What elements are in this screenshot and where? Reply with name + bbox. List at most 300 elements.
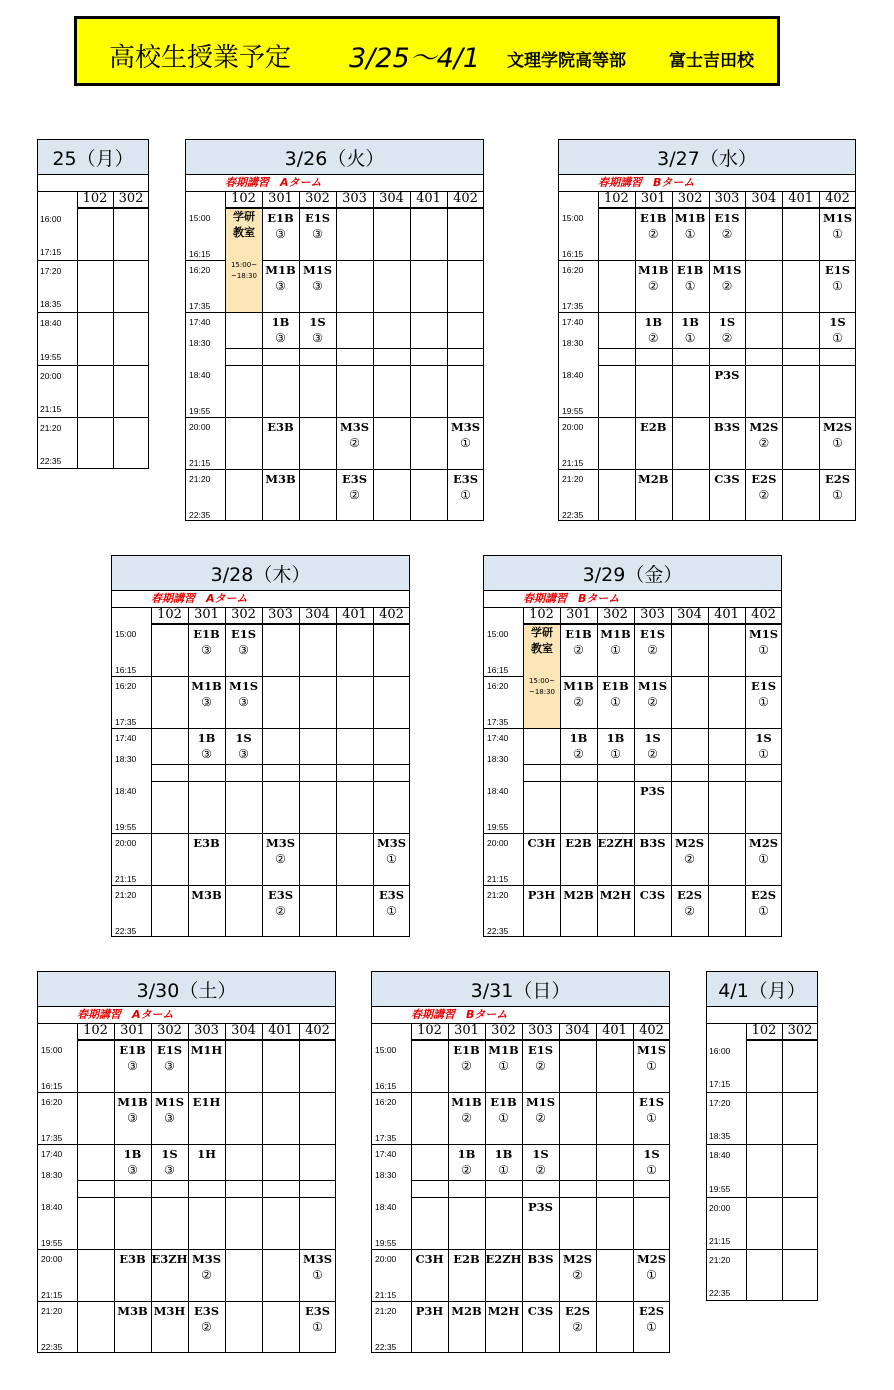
class-cell bbox=[597, 730, 634, 762]
class-code: E3S bbox=[193, 1303, 220, 1318]
class-cell bbox=[262, 262, 299, 294]
class-code: M2S bbox=[674, 835, 705, 850]
session-number: ① bbox=[498, 1111, 509, 1126]
row-divider bbox=[185, 417, 484, 418]
date-range: 3/25〜4/1 bbox=[349, 43, 481, 74]
divider bbox=[523, 624, 782, 625]
class-cell bbox=[262, 314, 299, 346]
gakken-time-end: ~18:30 bbox=[230, 272, 258, 281]
class-cell bbox=[188, 835, 225, 851]
row-divider bbox=[558, 469, 856, 470]
class-cell bbox=[597, 678, 634, 710]
day-block-d401 bbox=[706, 971, 818, 1301]
time-start: 15:00 bbox=[115, 629, 137, 639]
time-end: 19:55 bbox=[40, 351, 62, 362]
time-start: 21:20 bbox=[375, 1305, 397, 1316]
time-end: 21:15 bbox=[562, 457, 584, 468]
time-start: 17:40 bbox=[189, 317, 211, 328]
room-label-304: 304 bbox=[231, 1023, 256, 1038]
time-start: 21:20 bbox=[487, 889, 509, 900]
room-label-402: 402 bbox=[305, 1023, 330, 1038]
class-code: E2S bbox=[638, 1303, 665, 1318]
class-code: E1S bbox=[825, 263, 851, 278]
session-number: ① bbox=[646, 1267, 657, 1282]
session-number: ② bbox=[349, 435, 360, 450]
class-code: M1B bbox=[191, 679, 222, 694]
row-divider bbox=[111, 728, 410, 729]
session-number: ② bbox=[721, 227, 733, 241]
divider bbox=[598, 208, 856, 209]
class-code: M2S bbox=[749, 419, 779, 434]
session-number: ③ bbox=[127, 1163, 138, 1178]
class-cell bbox=[151, 1094, 188, 1126]
session-number: ② bbox=[535, 1059, 546, 1073]
time-start: 16:20 bbox=[375, 1097, 397, 1108]
row-divider bbox=[185, 312, 484, 313]
time-end: 21:15 bbox=[709, 1235, 731, 1246]
session-number: ② bbox=[721, 331, 733, 346]
divider bbox=[151, 623, 410, 624]
session-number: ① bbox=[832, 331, 843, 346]
session-number: ② bbox=[573, 643, 584, 657]
term-label: 春期講習 Aターム bbox=[151, 592, 248, 605]
class-code: E1S bbox=[230, 627, 257, 641]
time-start: 18:40 bbox=[375, 1201, 397, 1212]
gakken-classroom-block bbox=[524, 625, 560, 728]
class-code: M2B bbox=[638, 471, 669, 486]
class-cell bbox=[114, 1251, 151, 1267]
session-number: ② bbox=[461, 1059, 472, 1073]
time-end: 21:15 bbox=[189, 457, 211, 468]
class-code: M2B bbox=[451, 1303, 482, 1318]
class-code: E3S bbox=[304, 1303, 331, 1318]
gakken-line-2: 教室 bbox=[531, 642, 553, 655]
time-start: 17:40 bbox=[487, 733, 509, 744]
class-cell bbox=[745, 835, 782, 867]
day-title: 3/27（水） bbox=[558, 139, 856, 175]
column-divider bbox=[746, 1023, 747, 1301]
time-start: 16:20 bbox=[487, 681, 509, 692]
class-code: 1H bbox=[197, 1147, 216, 1162]
class-code: E3S bbox=[452, 471, 479, 486]
time-end: 21:15 bbox=[487, 873, 509, 884]
session-number: ③ bbox=[275, 331, 286, 346]
row-divider bbox=[37, 1144, 336, 1145]
session-number: ③ bbox=[127, 1059, 138, 1073]
row-divider bbox=[225, 365, 484, 366]
class-code: E3S bbox=[378, 887, 405, 902]
gakken-time-start: 15:00~ bbox=[230, 261, 258, 270]
class-cell bbox=[522, 1251, 559, 1267]
class-cell bbox=[188, 1094, 225, 1110]
class-cell bbox=[745, 887, 782, 919]
class-cell bbox=[299, 210, 336, 242]
row-divider bbox=[706, 1249, 818, 1250]
time-start: 15:00 bbox=[487, 629, 509, 639]
class-cell bbox=[672, 210, 709, 242]
session-number: ① bbox=[684, 331, 696, 346]
session-number: ② bbox=[201, 1267, 212, 1282]
day-title: 3/31（日） bbox=[371, 971, 670, 1007]
room-label-401: 401 bbox=[342, 607, 367, 622]
time-start: 16:20 bbox=[41, 1097, 63, 1108]
room-label-302: 302 bbox=[677, 191, 703, 206]
column-divider bbox=[225, 1023, 226, 1353]
class-cell bbox=[373, 887, 410, 919]
class-cell bbox=[634, 626, 671, 658]
row-divider bbox=[558, 260, 856, 261]
class-cell bbox=[188, 1251, 225, 1283]
session-number: ③ bbox=[275, 227, 286, 241]
row-divider bbox=[37, 312, 149, 313]
time-end: 17:35 bbox=[115, 717, 137, 728]
class-cell bbox=[448, 1042, 485, 1074]
time-end: 16:15 bbox=[487, 665, 509, 676]
room-label-102: 102 bbox=[529, 607, 554, 622]
class-code: P3H bbox=[527, 887, 556, 902]
room-label-402: 402 bbox=[379, 607, 404, 622]
gakken-spacer bbox=[524, 657, 560, 676]
time-end: 16:15 bbox=[562, 249, 584, 260]
time-end: 17:35 bbox=[41, 1133, 63, 1144]
session-number: ③ bbox=[312, 331, 323, 346]
class-cell bbox=[411, 1303, 448, 1319]
class-code: M3B bbox=[265, 471, 296, 486]
class-cell bbox=[188, 1303, 225, 1335]
class-cell bbox=[448, 1251, 485, 1267]
class-cell bbox=[448, 1146, 485, 1178]
session-number: ② bbox=[647, 227, 659, 241]
session-number: ① bbox=[758, 747, 769, 762]
class-cell bbox=[188, 887, 225, 903]
time-start: 20:00 bbox=[115, 837, 137, 848]
time-start: 18:40 bbox=[41, 1201, 63, 1212]
row-divider bbox=[37, 260, 149, 261]
class-cell bbox=[634, 887, 671, 903]
session-number: ② bbox=[535, 1111, 546, 1126]
class-cell bbox=[634, 783, 671, 799]
class-cell bbox=[597, 887, 634, 903]
class-code: 1B bbox=[494, 1147, 513, 1162]
class-cell bbox=[559, 1303, 596, 1335]
class-cell bbox=[597, 626, 634, 658]
row-divider bbox=[483, 728, 782, 729]
class-code: 1B bbox=[197, 731, 216, 746]
time-end: 16:15 bbox=[41, 1081, 63, 1092]
time-start: 17:20 bbox=[709, 1098, 731, 1109]
class-cell bbox=[745, 471, 782, 503]
class-cell bbox=[114, 1042, 151, 1074]
session-number: ③ bbox=[127, 1111, 138, 1126]
class-cell bbox=[523, 835, 560, 851]
class-code: E1B bbox=[119, 1043, 146, 1057]
row-divider bbox=[111, 885, 410, 886]
class-cell bbox=[336, 471, 373, 503]
time-start: 21:20 bbox=[40, 422, 62, 433]
row-divider bbox=[598, 365, 856, 366]
day-block-d330 bbox=[37, 971, 336, 1353]
room-label-301: 301 bbox=[120, 1023, 145, 1038]
class-cell bbox=[709, 367, 746, 383]
time-start: 21:20 bbox=[709, 1254, 731, 1265]
session-number: ③ bbox=[164, 1163, 175, 1178]
class-code: P3H bbox=[415, 1303, 444, 1318]
class-code: C3S bbox=[527, 1303, 554, 1318]
room-label-304: 304 bbox=[565, 1023, 590, 1038]
class-cell bbox=[448, 1094, 485, 1126]
class-cell bbox=[559, 1251, 596, 1283]
time-start: 16:00 bbox=[709, 1046, 731, 1056]
day-title: 3/26（火） bbox=[185, 139, 484, 175]
time-start: 15:00 bbox=[189, 213, 211, 223]
room-label-302: 302 bbox=[787, 1023, 813, 1038]
class-code: 1B bbox=[681, 315, 699, 330]
class-cell bbox=[188, 730, 225, 762]
time-end: 19:55 bbox=[41, 1237, 63, 1248]
column-divider bbox=[113, 191, 114, 469]
session-number: ① bbox=[832, 227, 843, 241]
class-cell bbox=[522, 1042, 559, 1074]
class-code: 1B bbox=[123, 1147, 142, 1162]
row-divider bbox=[37, 365, 149, 366]
time-start: 20:00 bbox=[41, 1253, 63, 1264]
time-end: 22:35 bbox=[40, 456, 62, 466]
class-cell bbox=[151, 1042, 188, 1074]
class-cell bbox=[299, 1251, 336, 1283]
column-divider bbox=[151, 607, 152, 937]
class-cell bbox=[448, 1303, 485, 1319]
session-number: ① bbox=[832, 279, 843, 294]
class-code: E3ZH bbox=[151, 1251, 188, 1266]
row-divider bbox=[111, 833, 410, 834]
time-end: 18:30 bbox=[487, 753, 509, 764]
column-divider bbox=[299, 607, 300, 937]
class-code: E1H bbox=[192, 1095, 221, 1110]
class-code: 1S bbox=[829, 315, 846, 330]
time-end: 22:35 bbox=[41, 1342, 63, 1352]
divider bbox=[77, 1039, 336, 1040]
row-divider bbox=[77, 1180, 336, 1181]
class-cell bbox=[560, 835, 597, 851]
class-code: M1S bbox=[525, 1095, 556, 1110]
room-label-102: 102 bbox=[82, 191, 108, 206]
time-end: 19:55 bbox=[115, 821, 137, 832]
class-code: M3S bbox=[376, 835, 407, 850]
row-divider bbox=[371, 1301, 670, 1302]
session-number: ③ bbox=[312, 279, 323, 294]
row-divider bbox=[371, 1144, 670, 1145]
class-cell bbox=[114, 1094, 151, 1126]
column-divider bbox=[373, 191, 374, 521]
class-cell bbox=[635, 419, 672, 435]
session-number: ① bbox=[460, 487, 471, 502]
class-code: E1S bbox=[750, 679, 777, 694]
divider bbox=[151, 624, 410, 625]
class-cell bbox=[188, 626, 225, 658]
class-code: 1S bbox=[644, 731, 661, 746]
class-cell bbox=[114, 1303, 151, 1319]
time-start: 17:20 bbox=[40, 266, 62, 277]
session-number: ③ bbox=[201, 747, 212, 762]
class-cell bbox=[745, 626, 782, 658]
room-label-301: 301 bbox=[640, 191, 666, 206]
class-code: E1B bbox=[193, 627, 220, 641]
room-label-401: 401 bbox=[788, 191, 814, 206]
class-code: E2ZH bbox=[597, 835, 634, 850]
class-cell bbox=[635, 471, 672, 487]
session-number: ① bbox=[312, 1267, 323, 1282]
class-code: M3S bbox=[339, 419, 370, 434]
class-code: E1S bbox=[304, 211, 331, 225]
page-title: 高校生授業予定 bbox=[109, 43, 292, 73]
column-divider bbox=[782, 1023, 783, 1301]
session-number: ② bbox=[647, 695, 658, 710]
session-number: ① bbox=[758, 695, 769, 710]
session-number: ① bbox=[646, 1319, 657, 1334]
room-label-304: 304 bbox=[379, 191, 404, 206]
room-label-402: 402 bbox=[639, 1023, 664, 1038]
gakken-classroom-block bbox=[226, 209, 262, 312]
room-label-401: 401 bbox=[416, 191, 441, 206]
class-code: M3B bbox=[117, 1303, 148, 1318]
class-code: C3H bbox=[415, 1251, 444, 1266]
class-code: M1S bbox=[154, 1095, 185, 1110]
class-cell bbox=[151, 1146, 188, 1178]
class-cell bbox=[485, 1251, 522, 1267]
room-label-303: 303 bbox=[342, 191, 367, 206]
class-code: E3B bbox=[193, 835, 220, 850]
time-end: 18:30 bbox=[41, 1169, 63, 1180]
column-divider bbox=[596, 1023, 597, 1353]
session-number: ② bbox=[461, 1111, 472, 1126]
session-number: ① bbox=[498, 1163, 509, 1178]
column-divider bbox=[77, 1023, 78, 1353]
class-cell bbox=[522, 1199, 559, 1215]
session-number: ② bbox=[275, 851, 286, 866]
divider bbox=[225, 207, 484, 208]
class-cell bbox=[745, 678, 782, 710]
session-number: ③ bbox=[201, 643, 212, 657]
time-start: 15:00 bbox=[562, 213, 584, 223]
time-start: 16:20 bbox=[115, 681, 137, 692]
row-divider bbox=[111, 676, 410, 677]
column-divider bbox=[782, 191, 783, 521]
class-code: M1H bbox=[190, 1043, 223, 1057]
class-code: M1B bbox=[265, 263, 296, 278]
class-cell bbox=[597, 835, 634, 851]
room-label-102: 102 bbox=[83, 1023, 108, 1038]
class-cell bbox=[819, 210, 856, 242]
column-divider bbox=[336, 607, 337, 937]
class-code: M1S bbox=[712, 263, 742, 278]
row-divider bbox=[411, 1197, 670, 1198]
class-cell bbox=[560, 730, 597, 762]
class-code: 1S bbox=[532, 1147, 549, 1162]
class-code: M3S bbox=[302, 1251, 333, 1266]
class-code: B3S bbox=[713, 419, 740, 434]
class-cell bbox=[633, 1042, 670, 1074]
session-number: ① bbox=[460, 435, 471, 450]
session-number: ① bbox=[312, 1319, 323, 1334]
column-divider bbox=[77, 191, 78, 469]
session-number: ① bbox=[832, 487, 843, 502]
time-end: 17:15 bbox=[709, 1079, 731, 1090]
day-block-d326 bbox=[185, 139, 484, 521]
class-cell bbox=[262, 471, 299, 487]
session-number: ③ bbox=[238, 643, 249, 657]
class-cell bbox=[188, 1146, 225, 1162]
room-label-304: 304 bbox=[677, 607, 702, 622]
class-code: E2B bbox=[565, 835, 592, 850]
term-label: 春期講習 Aターム bbox=[225, 176, 322, 189]
room-label-303: 303 bbox=[528, 1023, 553, 1038]
session-number: ② bbox=[275, 903, 286, 918]
session-number: ③ bbox=[238, 747, 249, 762]
class-cell bbox=[672, 262, 709, 294]
day-title: 3/29（金） bbox=[483, 555, 782, 591]
session-number: ① bbox=[646, 1111, 657, 1126]
session-number: ③ bbox=[312, 227, 323, 241]
session-number: ③ bbox=[164, 1111, 175, 1126]
class-code: C3S bbox=[714, 471, 740, 486]
row-divider bbox=[371, 1092, 670, 1093]
class-cell bbox=[336, 419, 373, 451]
class-code: E3B bbox=[267, 419, 294, 434]
room-label-301: 301 bbox=[194, 607, 219, 622]
session-number: ① bbox=[646, 1163, 657, 1178]
class-cell bbox=[745, 730, 782, 762]
time-end: 22:35 bbox=[189, 510, 211, 520]
class-code: E1B bbox=[676, 263, 704, 278]
day-title: 3/28（木） bbox=[111, 555, 410, 591]
branch-name: 富士吉田校 bbox=[669, 51, 754, 71]
class-cell bbox=[523, 887, 560, 903]
time-start: 20:00 bbox=[487, 837, 509, 848]
session-number: ① bbox=[758, 851, 769, 866]
class-cell bbox=[485, 1094, 522, 1126]
class-cell bbox=[262, 419, 299, 435]
gakken-line-2: 教室 bbox=[233, 226, 255, 239]
divider bbox=[411, 1040, 670, 1041]
class-code: M2S bbox=[562, 1251, 593, 1266]
class-code: E2S bbox=[676, 887, 703, 902]
day-title: 25（月） bbox=[37, 139, 149, 175]
class-cell bbox=[634, 835, 671, 851]
room-label-102: 102 bbox=[751, 1023, 777, 1038]
class-code: E1B bbox=[565, 627, 592, 641]
gakken-spacer bbox=[226, 241, 262, 260]
room-label-402: 402 bbox=[453, 191, 478, 206]
row-divider bbox=[706, 1092, 818, 1093]
session-number: ② bbox=[647, 747, 658, 762]
time-start: 15:00 bbox=[41, 1045, 63, 1055]
session-number: ② bbox=[647, 279, 659, 294]
room-label-102: 102 bbox=[157, 607, 182, 622]
class-cell bbox=[299, 1303, 336, 1335]
row-divider bbox=[483, 885, 782, 886]
class-cell bbox=[635, 210, 672, 242]
gakken-line-1: 学研 bbox=[233, 210, 255, 223]
class-cell bbox=[633, 1146, 670, 1178]
session-number: ① bbox=[386, 851, 397, 866]
class-cell bbox=[151, 1251, 188, 1267]
divider bbox=[411, 1039, 670, 1040]
session-number: ② bbox=[461, 1163, 472, 1178]
time-start: 18:40 bbox=[709, 1150, 731, 1161]
day-title: 3/30（土） bbox=[37, 971, 336, 1007]
class-code: M1B bbox=[563, 679, 594, 694]
time-end: 18:30 bbox=[115, 753, 137, 764]
